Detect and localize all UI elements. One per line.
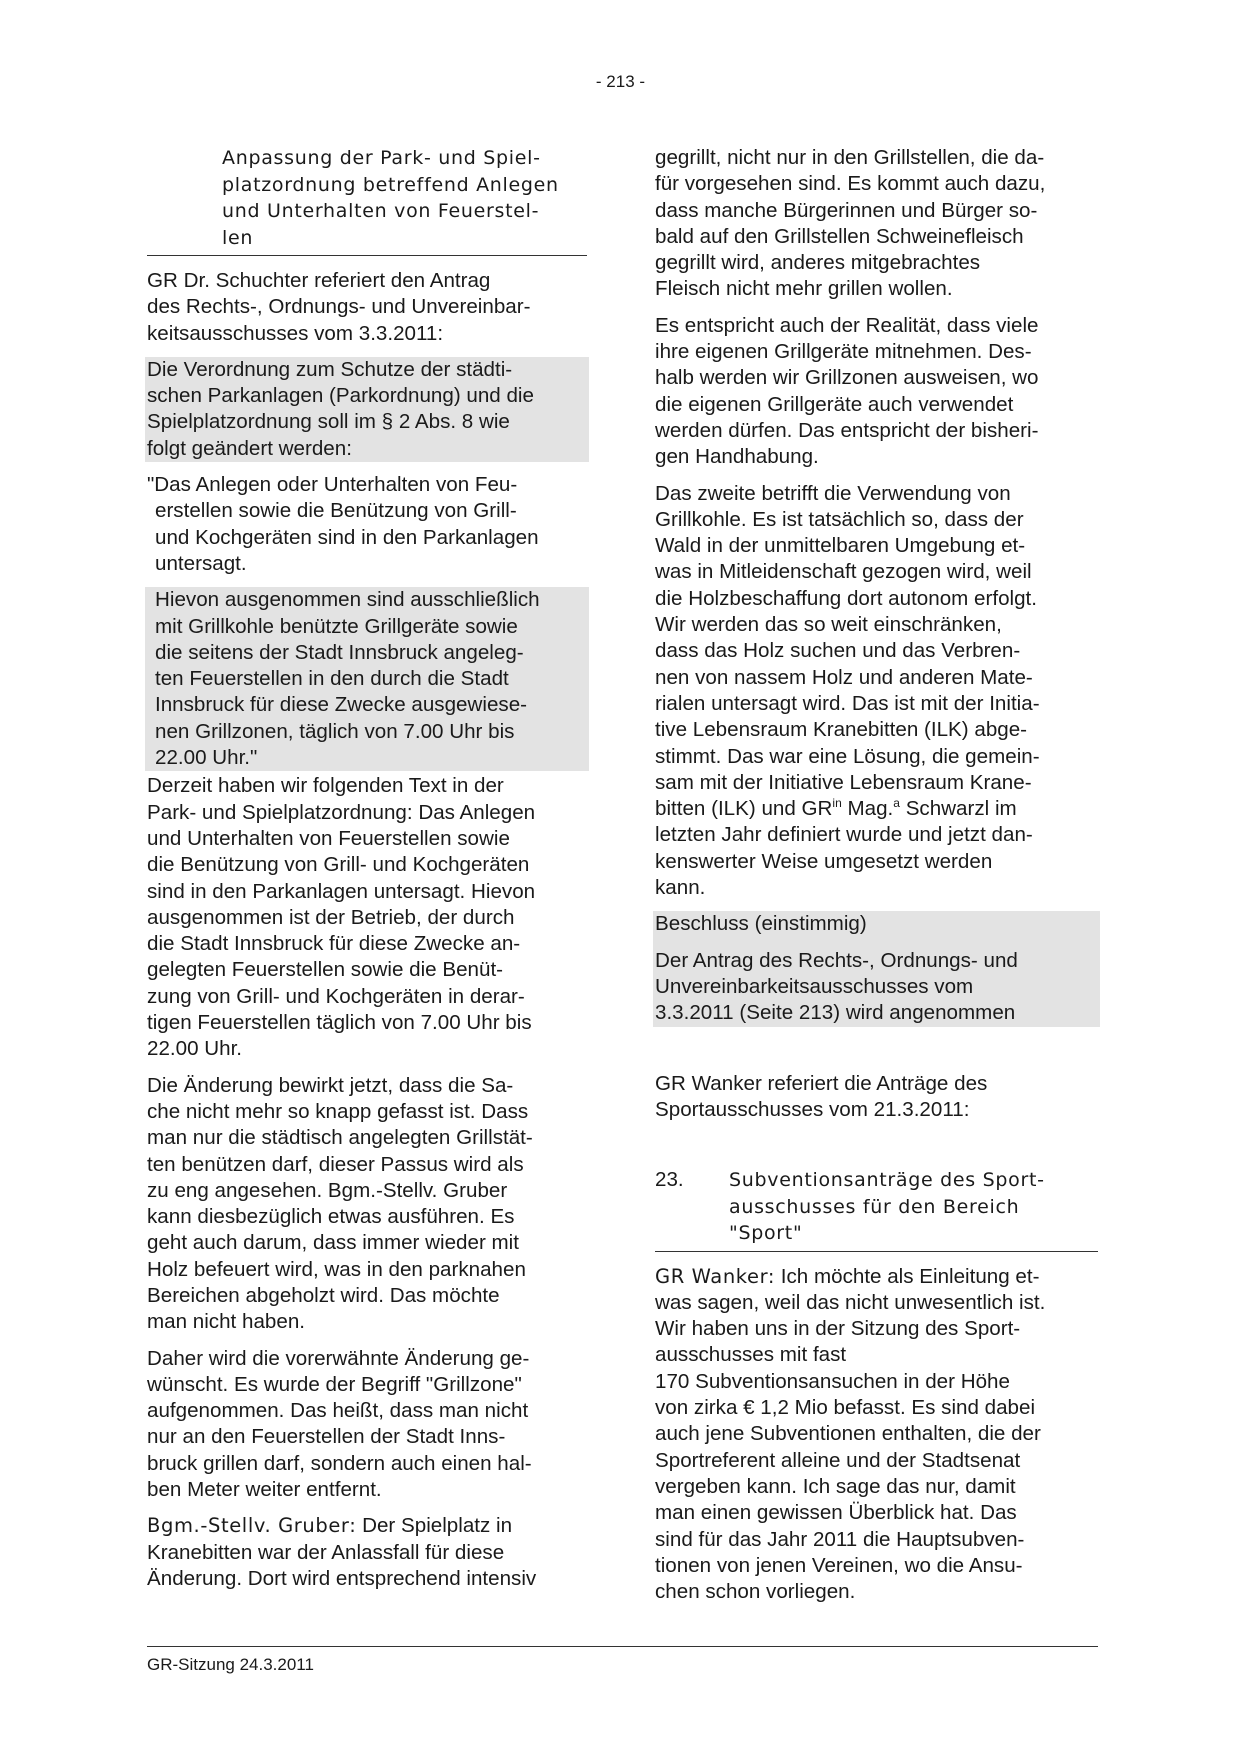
motion-block: [145, 357, 589, 771]
paragraph-charcoal: Das zweite betrifft die Verwendung von Grillkohle. Es ist tatsächlich so, dass der Wald in der unmittelbaren Umgebung et- was in Mitleidenschaft gezogen wird, weil die Holzbeschaffung dort autonom erfolgt. Wir werden das so weit einschränken, dass das Holz suchen und das Verbren- nen von nassem Holz und anderen Mate- rialen untersagt wird. Das ist mit der Initia- tive Lebensraum Kranebitten (ILK) abge- stimmt. Das war eine Lösung, die gemein- sam mit der Initiative Lebensraum Krane- bitten (ILK) und $GR^{in}$ Mag.$^a$ Schwarzl im letzten Jahr definiert wurde und jetzt dan- kenswerter Weise umgesetzt werden kann.: [655, 481, 1040, 900]
paragraph-current-text: Derzeit haben wir folgenden Text in der Park- und Spielplatzordnung: Das Anlegen und Unterhalten von Feuerstellen sowie die Benützung von Grill- und Kochgeräten sind in den Parkanlagen untersagt. Hievon ausgenommen ist der Betrieb, der durch die Stadt Innsbruck für diese Zwecke an- gelegten Feuerstellen sowie die Benüt- zung von Grill- und Kochgeräten in derar- tigen Feuerstellen täglich von 7.00 Uhr bis 22.00 Uhr.: [147, 774, 536, 1061]
resolution-text: Der Antrag des Rechts-, Ordnungs- und Unvereinbarkeitsausschusses vom 3.3.2011 (Seite 213) wird angenommen: [655, 948, 1018, 1025]
paragraph-wanker: GR Wanker: Ich möchte als Einleitung et- was sagen, weil das nicht unwesentlich ist. Wir haben uns in der Sitzung des Sport- ausschusses mit fast 170 Subventionsansuchen in der Höhe von zirka € 1,2 Mio befasst. Es sind dabei auch jene Subventionen enthalten, die der Sportreferent alleine und der Stadtsenat vergeben kann. Ich sage das nur, damit man einen gewissen Überblick hat. Das sind für das Jahr 2011 die Hauptsubven- tionen von jenen Vereinen, wo die Ansu- chen schon vorliegen.: [655, 1264, 1046, 1604]
speaker-name: Bgm.-Stellv. Gruber:: [147, 1514, 357, 1538]
quote-paragraph-2: Hievon ausgenommen sind ausschließlich mit Grillkohle benützte Grillgeräte sowie die seitens der Stadt Innsbruck angeleg- ten Feuerstellen in den durch die Stadt Innsbruck für diese Zwecke ausgewiese- nen Grillzonen, täglich von 7.00 Uhr bis 22.00 Uhr.": [155, 588, 540, 770]
quote-paragraph-1: "Das Anlegen oder Unterhalten von Feu- erstellen sowie die Benützung von Grill- und Kochgeräten sind in den Parkanlagen untersagt.: [145, 472, 589, 577]
agenda-item-23: [655, 1167, 1098, 1252]
motion-paragraph: Die Verordnung zum Schutze der städti- schen Parkanlagen (Parkordnung) und die Spielplatzordnung soll im § 2 Abs. 8 wie folgt geändert werden:: [147, 357, 534, 460]
page-number: - 213 -: [595, 72, 646, 91]
paragraph-grillzone: Daher wird die vorerwähnte Änderung ge- wünscht. Es wurde der Begriff "Grillzone" aufgenommen. Das heißt, dass man nicht nur an den Feuerstellen der Stadt Inns- bruck grillen darf, sondern auch einen hal- ben Meter weiter entfernt.: [147, 1346, 532, 1502]
resolution-title: Beschluss (einstimmig): [655, 912, 867, 936]
paragraph-grilling: gegrillt, nicht nur in den Grillstellen, die da- für vorgesehen sind. Es kommt auch dazu, dass manche Bürgerinnen und Bürger so- bald auf den Grillstellen Schweinefleisch gegrillt wird, anderes mitgebrachtes Fleisch nicht mehr grillen wollen.: [655, 146, 1046, 301]
right-column: [655, 145, 1098, 1605]
agenda-item-heading: Anpassung der Park- und Spiel- platzordnung betreffend Anlegen und Unterhalten von Feuerstel- len: [147, 145, 587, 256]
wanker-intro: GR Wanker referiert die Anträge des Sportausschusses vom 21.3.2011:: [655, 1071, 988, 1121]
paragraph-own-grills: Es entspricht auch der Realität, dass viele ihre eigenen Grillgeräte mitnehmen. Des- halb werden wir Grillzonen ausweisen, wo die eigenen Grillgeräte auch verwendet werden dürfen. Das entspricht der bisheri- gen Handhabung.: [655, 313, 1039, 469]
page-footer: GR-Sitzung 24.3.2011: [147, 1646, 1098, 1675]
intro-paragraph: GR Dr. Schuchter referiert den Antrag des Rechts-, Ordnungs- und Unvereinbar- keitsausschusses vom 3.3.2011:: [147, 269, 531, 345]
left-column: [147, 145, 587, 1592]
speaker-name: GR Wanker:: [655, 1264, 776, 1288]
resolution-block: [653, 911, 1100, 1026]
paragraph-change: Die Änderung bewirkt jetzt, dass die Sa- che nicht mehr so knapp gefasst ist. Dass man nur die städtisch angelegten Grillstät- ten benützen darf, dieser Passus wird als zu eng angesehen. Bgm.-Stellv. Gruber kann diesbezüglich etwas ausführen. Es geht auch darum, dass immer wieder mit Holz befeuert wird, was in den parknahen Bereichen abgeholzt wird. Das möchte man nicht haben.: [147, 1073, 533, 1334]
paragraph-gruber: Bgm.-Stellv. Gruber: Der Spielplatz in Kranebitten war der Anlassfall für diese Änderung. Dort wird entsprechend intensiv: [147, 1514, 537, 1590]
agenda-item-title: Subventionsanträge des Sport- ausschusses für den Bereich "Sport": [729, 1169, 1045, 1245]
agenda-item-number: 23.: [655, 1168, 684, 1192]
